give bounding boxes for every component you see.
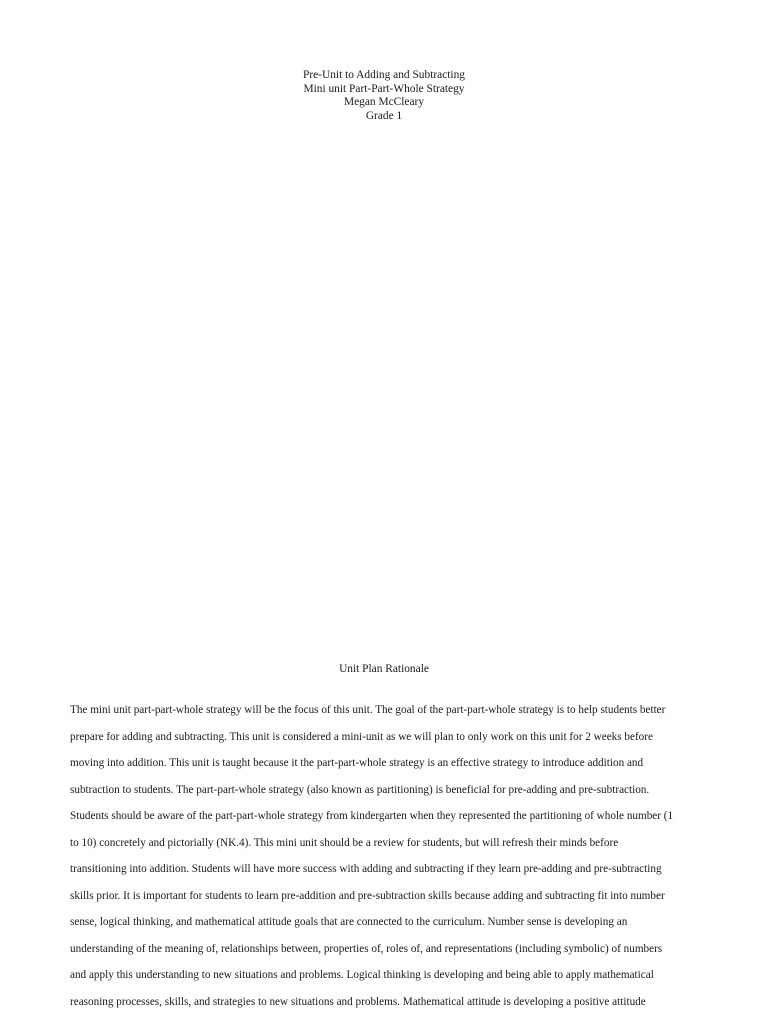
- paragraph-line: to 10) concretely and pictorially (NK.4). This mini unit should be a review for students, but will refresh their minds before: [70, 836, 619, 849]
- grade-level: Grade 1: [365, 109, 403, 122]
- paragraph-line: The mini unit part-part-whole strategy will be the focus of this unit. The goal of the part-part-whole strategy is to help students better: [70, 704, 666, 716]
- paragraph-line: subtraction to students. The part-part-whole strategy (also known as partitioning) is beneficial for pre-adding and pre-subtraction.: [70, 783, 650, 796]
- rationale-paragraph: [70, 703, 710, 1021]
- paragraph-line: moving into addition. This unit is taught because it the part-part-whole strategy is an effective strategy to introduce addition and: [70, 757, 644, 769]
- paragraph-line: understanding of the meaning of, relationships between, properties of, roles of, and representations (including symbolic) of numbers: [70, 942, 663, 955]
- document-subtitle: Mini unit Part-Part-Whole Strategy: [303, 82, 465, 95]
- document-title: Pre-Unit to Adding and Subtracting: [303, 69, 465, 81]
- paragraph-line: and apply this understanding to new situations and problems. Logical thinking is developing and being able to apply mathematical: [70, 969, 654, 981]
- paragraph-line: sense, logical thinking, and mathematical attitude goals that are connected to the curriculum. Number sense is developing an: [70, 916, 628, 928]
- cover-title-block: [0, 69, 768, 123]
- paragraph-line: transitioning into addition. Students will have more success with adding and subtracting if they learn pre-adding and pre-subtracting: [70, 863, 662, 875]
- paragraph-line: Students should be aware of the part-part-whole strategy from kindergarten when they represented the partitioning of whole number (1: [70, 810, 674, 822]
- paragraph-line: skills prior. It is important for students to learn pre-addition and pre-subtraction skills because adding and subtracting fit into number: [70, 889, 665, 902]
- author-name: Megan McCleary: [343, 96, 425, 108]
- paragraph-line: prepare for adding and subtracting. This unit is considered a mini-unit as we will plan to only work on this unit for 2 weeks before: [70, 730, 653, 743]
- paragraph-line: reasoning processes, skills, and strategies to new situations and problems. Mathematical attitude is developing a positive attitude: [70, 995, 646, 1008]
- section-heading: Unit Plan Rationale: [339, 663, 429, 675]
